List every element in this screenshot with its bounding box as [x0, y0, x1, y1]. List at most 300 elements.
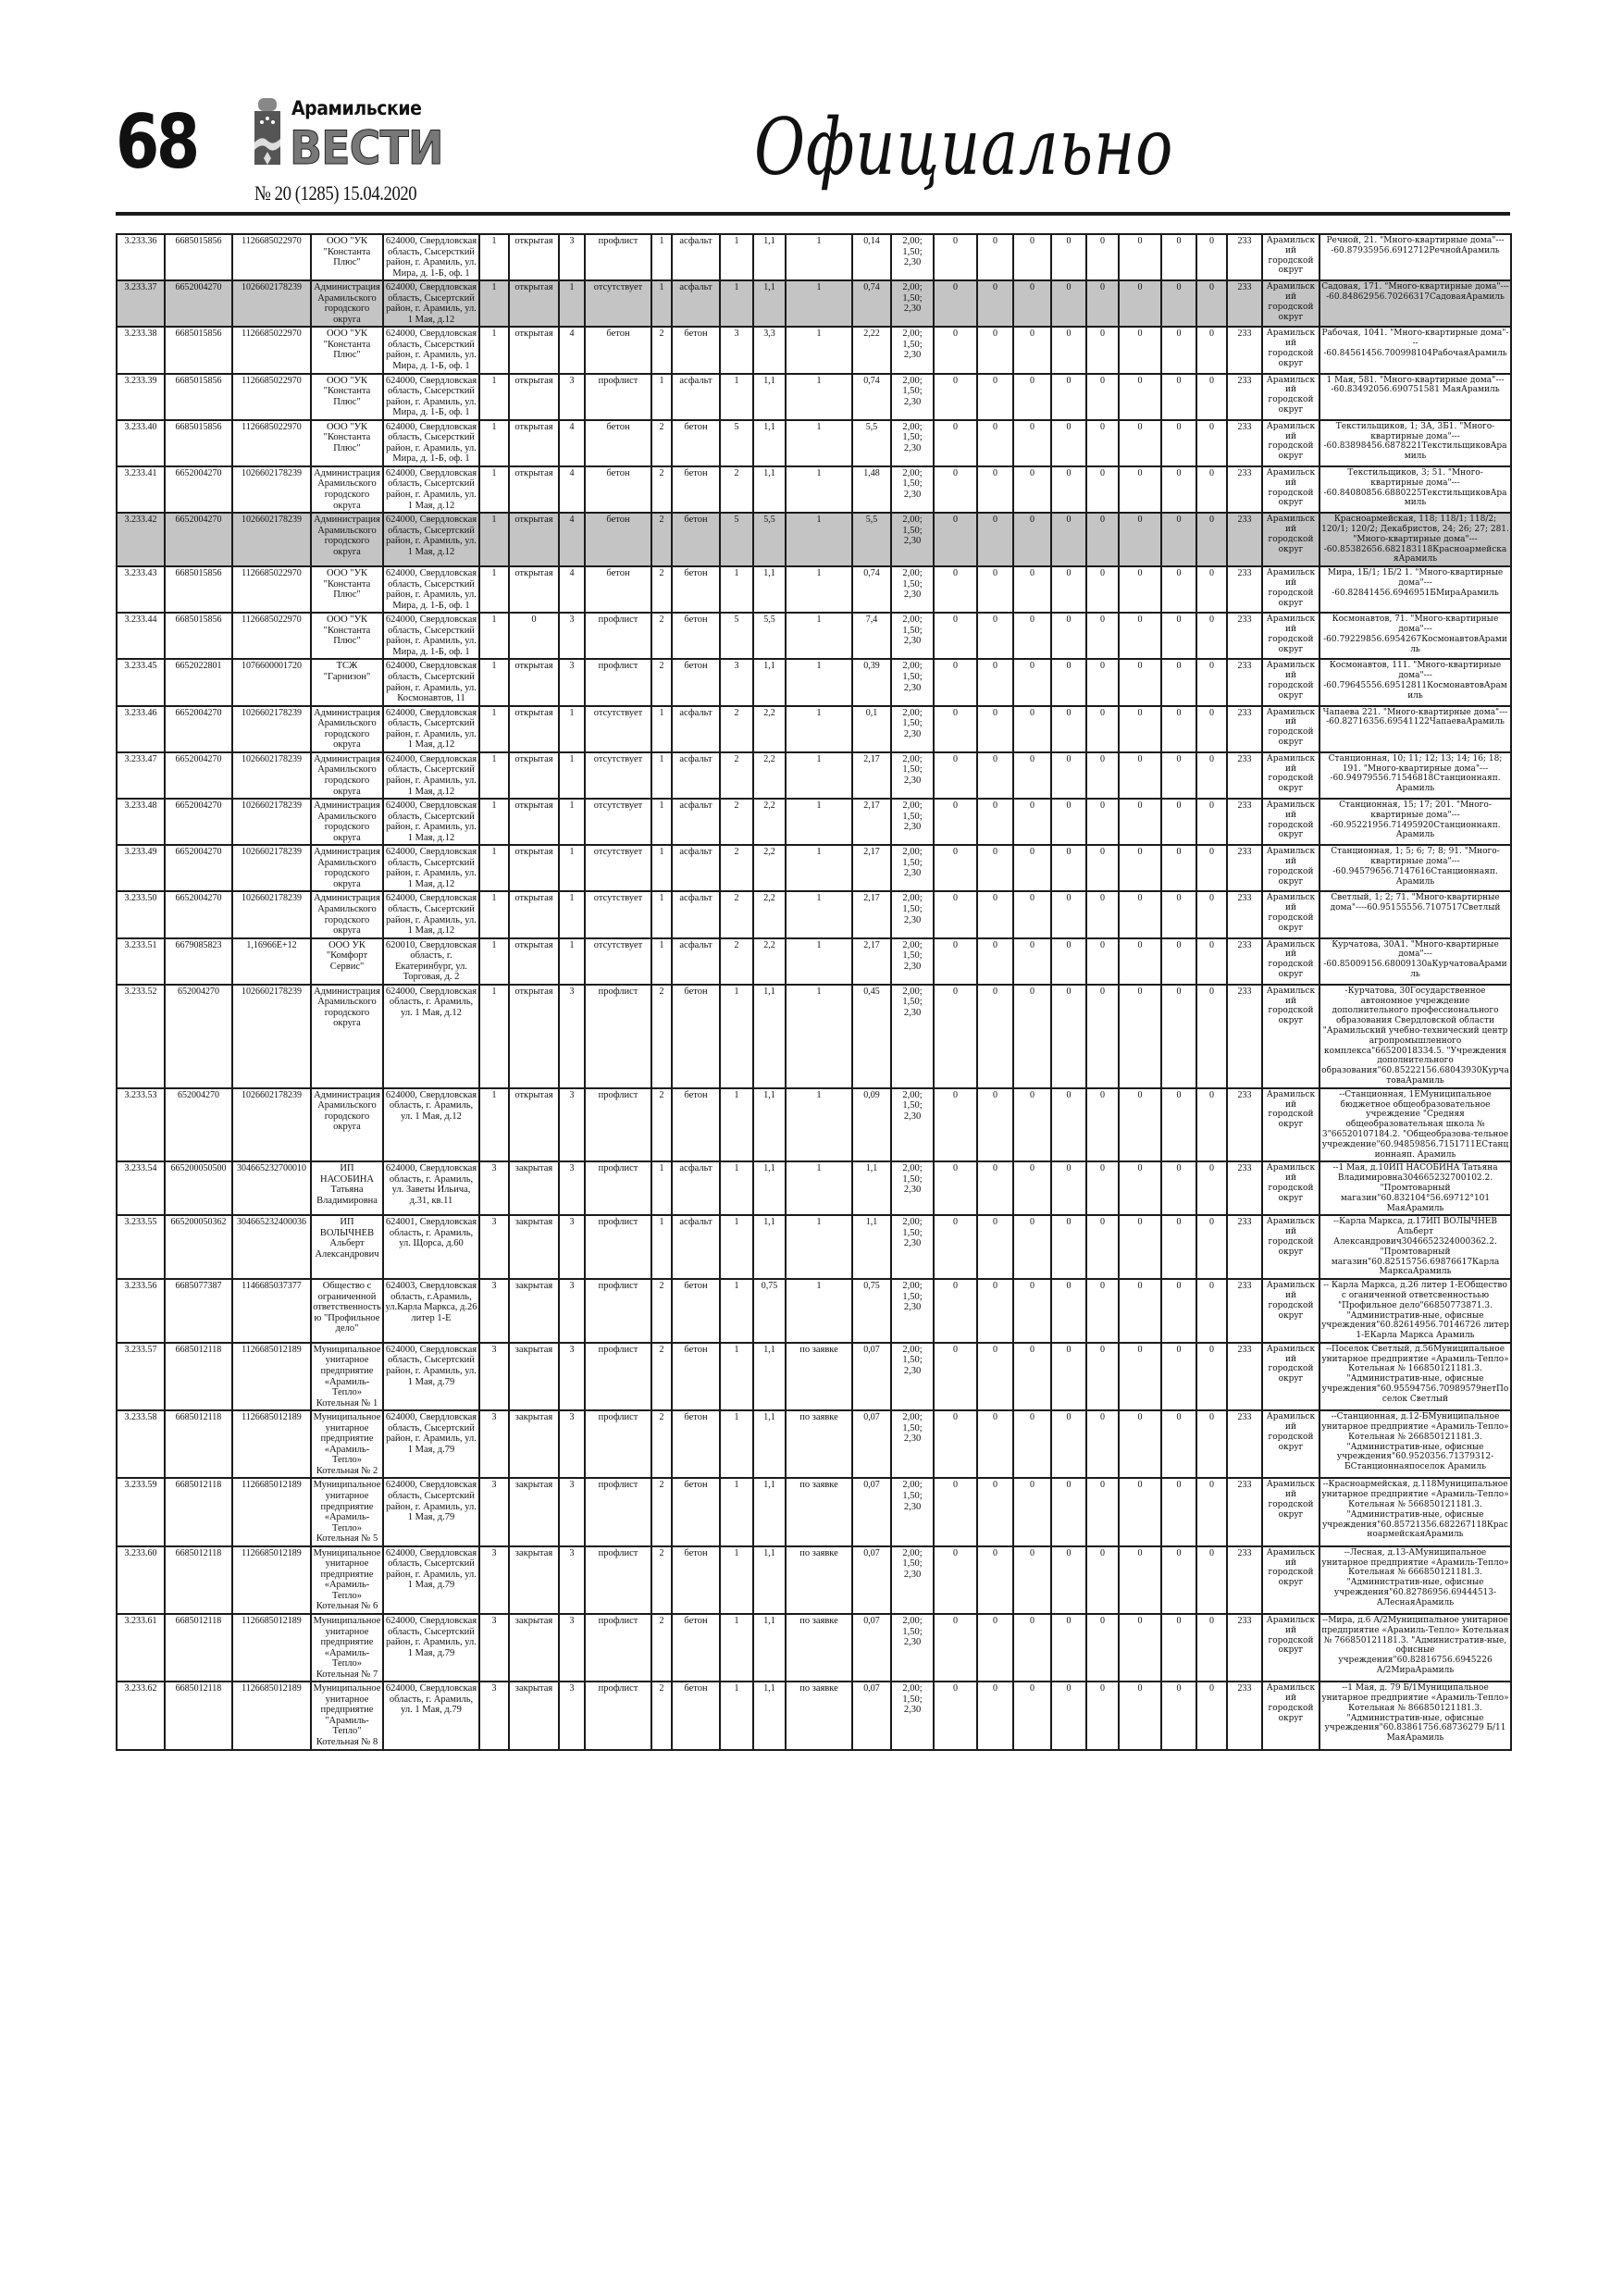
row-number-cell: 3.233.46: [117, 706, 165, 752]
surface-count-cell: 2: [651, 1546, 672, 1614]
owner-address-cell: 624000, Свердловская область, Сысертский район, г. Арамиль, ул. 1 Мая, д.12: [383, 845, 479, 891]
dimensions-cell: 2,00; 1,50; 2,30: [891, 752, 934, 799]
pickup-schedule-cell: 1: [786, 891, 852, 937]
owner-address-cell: 624000, Свердловская область, Сысертский район, г. Арамиль, ул. 1 Мая, д.79: [383, 1546, 479, 1614]
surface-material-cell: бетон: [672, 1410, 720, 1478]
code-cell: 233: [1227, 280, 1262, 327]
zero-value-cell: 0: [1119, 1279, 1161, 1343]
fence-count-cell: 3: [559, 1279, 585, 1343]
site-area-cell: 2,17: [852, 938, 891, 985]
zero-value-cell: 0: [934, 1478, 977, 1545]
inn-cell: 6685077387: [165, 1279, 232, 1343]
zero-value-cell: 0: [1119, 420, 1161, 466]
zero-value-cell: 0: [1051, 985, 1086, 1088]
zero-value-cell: 0: [1161, 659, 1196, 705]
owner-name-cell: Администрация Арамильского городского округа: [311, 845, 383, 891]
fence-material-cell: бетон: [585, 513, 651, 566]
location-description-cell: --1 Мая, д.10ИП НАСОБИНА Татьяна Владимировна304665232700102.2. "Промтоварный магазин"60.832104°56.69712°101 МаяАрамиль: [1319, 1161, 1511, 1215]
zero-value-cell: 0: [1196, 513, 1227, 566]
zero-value-cell: 0: [1119, 985, 1161, 1088]
code-cell: 233: [1227, 1215, 1262, 1279]
zero-value-cell: 0: [1196, 1215, 1227, 1279]
zero-value-cell: 0: [1161, 891, 1196, 937]
site-area-cell: 0,07: [852, 1614, 891, 1682]
code-cell: 233: [1227, 1410, 1262, 1478]
site-area-cell: 0,14: [852, 234, 891, 280]
municipality-cell: Арамильский городской округ: [1262, 234, 1319, 280]
owner-address-cell: 624000, Свердловская область, Сысертский район, г. Арамиль, ул. 1 Мая, д.79: [383, 1410, 479, 1478]
container-count-cell: 1: [720, 1088, 753, 1162]
zero-value-cell: 0: [934, 799, 977, 845]
surface-count-cell: 2: [651, 985, 672, 1088]
site-area-cell: 5,5: [852, 513, 891, 566]
site-area-cell: 7,4: [852, 613, 891, 659]
municipality-cell: Арамильский городской округ: [1262, 466, 1319, 513]
site-type-cell: открытая: [509, 659, 559, 705]
ogrn-cell: 1126685022970: [232, 327, 311, 373]
pickup-schedule-cell: 1: [786, 466, 852, 513]
zero-value-cell: 0: [1119, 1478, 1161, 1545]
ogrn-cell: 1126685022970: [232, 420, 311, 466]
zero-value-cell: 0: [1051, 1614, 1086, 1682]
zero-value-cell: 0: [1086, 1478, 1119, 1545]
fence-count-cell: 3: [559, 1546, 585, 1614]
dimensions-cell: 2,00; 1,50; 2,30: [891, 1088, 934, 1162]
container-volume-cell: 5,5: [753, 513, 786, 566]
surface-material-cell: бетон: [672, 1478, 720, 1545]
site-area-cell: 1,48: [852, 466, 891, 513]
fence-count-cell: 3: [559, 985, 585, 1088]
zero-value-cell: 0: [1119, 327, 1161, 373]
pickup-schedule-cell: 1: [786, 327, 852, 373]
zero-value-cell: 0: [934, 1088, 977, 1162]
zero-value-cell: 0: [977, 1478, 1013, 1545]
zero-value-cell: 0: [1086, 1161, 1119, 1215]
site-count-cell: 1: [479, 985, 509, 1088]
surface-count-cell: 1: [651, 799, 672, 845]
zero-value-cell: 0: [1086, 659, 1119, 705]
container-volume-cell: 0,75: [753, 1279, 786, 1343]
fence-count-cell: 4: [559, 513, 585, 566]
location-description-cell: Текстильщиков, 1; 3А, 3Б1. "Много-квартирные дома"----60.83898456.6878221ТекстильщиковАрамиль: [1319, 420, 1511, 466]
zero-value-cell: 0: [1013, 613, 1051, 659]
fence-material-cell: профлист: [585, 374, 651, 420]
surface-count-cell: 2: [651, 1343, 672, 1410]
row-number-cell: 3.233.37: [117, 280, 165, 327]
table-row: [117, 659, 1511, 705]
zero-value-cell: 0: [1086, 1215, 1119, 1279]
container-volume-cell: 1,1: [753, 1682, 786, 1749]
zero-value-cell: 0: [934, 613, 977, 659]
location-description-cell: -- Карла Маркса, д.26 литер 1-ЕОбщество с оганиченной ответсвенностьью "Профильное дело"66850773871.3. "Административ-ные, офисные учреждения"60.82614956.70146726 литер 1-ЕКарла Маркса Арамиль: [1319, 1279, 1511, 1343]
zero-value-cell: 0: [1161, 280, 1196, 327]
zero-value-cell: 0: [1051, 327, 1086, 373]
site-count-cell: 1: [479, 938, 509, 985]
owner-address-cell: 624000, Свердловская область, Сысерсткий район, г. Арамиль, ул. Мира, д. 1-Б, оф. 1: [383, 374, 479, 420]
surface-count-cell: 1: [651, 1215, 672, 1279]
zero-value-cell: 0: [1051, 1215, 1086, 1279]
municipality-cell: Арамильский городской округ: [1262, 327, 1319, 373]
site-count-cell: 1: [479, 659, 509, 705]
newspaper-name-main: ВЕСТИ: [290, 121, 443, 175]
zero-value-cell: 0: [977, 234, 1013, 280]
fence-material-cell: бетон: [585, 420, 651, 466]
fence-count-cell: 3: [559, 374, 585, 420]
pickup-schedule-cell: 1: [786, 513, 852, 566]
container-count-cell: 1: [720, 1279, 753, 1343]
container-count-cell: 1: [720, 1478, 753, 1545]
surface-count-cell: 1: [651, 938, 672, 985]
container-volume-cell: 1,1: [753, 566, 786, 613]
zero-value-cell: 0: [1161, 374, 1196, 420]
owner-address-cell: 624000, Свердловская область, Сысертский район, г. Арамиль, ул. Космонавтов, 11: [383, 659, 479, 705]
pickup-schedule-cell: 1: [786, 985, 852, 1088]
zero-value-cell: 0: [977, 513, 1013, 566]
fence-count-cell: 3: [559, 234, 585, 280]
zero-value-cell: 0: [1051, 799, 1086, 845]
table-row: [117, 566, 1511, 613]
zero-value-cell: 0: [1086, 1682, 1119, 1749]
surface-material-cell: бетон: [672, 466, 720, 513]
fence-count-cell: 3: [559, 1343, 585, 1410]
zero-value-cell: 0: [977, 374, 1013, 420]
zero-value-cell: 0: [977, 1215, 1013, 1279]
surface-count-cell: 2: [651, 613, 672, 659]
container-count-cell: 2: [720, 706, 753, 752]
owner-address-cell: 624000, Свердловская область, Сысерсткий район, г. Арамиль, ул. Мира, д. 1-Б, оф. 1: [383, 327, 479, 373]
surface-count-cell: 1: [651, 280, 672, 327]
fence-count-cell: 3: [559, 613, 585, 659]
owner-address-cell: 624000, Свердловская область, Сысертский район, г. Арамиль, ул. 1 Мая, д.12: [383, 513, 479, 566]
owner-name-cell: Общество с ограниченной ответственностью "Профильное дело": [311, 1279, 383, 1343]
location-description-cell: Мира, 1Б/1; 1Б/2 1. "Много-квартирные дома"----60.82841456.6946951БМираАрамиль: [1319, 566, 1511, 613]
dimensions-cell: 2,00; 1,50; 2,30: [891, 1546, 934, 1614]
surface-count-cell: 1: [651, 891, 672, 937]
zero-value-cell: 0: [1086, 1279, 1119, 1343]
zero-value-cell: 0: [1086, 1546, 1119, 1614]
zero-value-cell: 0: [1196, 1161, 1227, 1215]
zero-value-cell: 0: [1013, 799, 1051, 845]
fence-count-cell: 1: [559, 891, 585, 937]
site-area-cell: 0,1: [852, 706, 891, 752]
code-cell: 233: [1227, 327, 1262, 373]
inn-cell: 665200050362: [165, 1215, 232, 1279]
municipality-cell: Арамильский городской округ: [1262, 752, 1319, 799]
municipality-cell: Арамильский городской округ: [1262, 1088, 1319, 1162]
municipality-cell: Арамильский городской округ: [1262, 420, 1319, 466]
site-area-cell: 2,17: [852, 891, 891, 937]
municipality-cell: Арамильский городской округ: [1262, 845, 1319, 891]
pickup-schedule-cell: 1: [786, 659, 852, 705]
surface-count-cell: 1: [651, 374, 672, 420]
code-cell: 233: [1227, 1161, 1262, 1215]
location-description-cell: Речной, 21. "Много-квартирные дома"----60.87935956.6912712РечнойАрамиль: [1319, 234, 1511, 280]
surface-count-cell: 2: [651, 420, 672, 466]
table-row: [117, 420, 1511, 466]
ogrn-cell: 1026602178239: [232, 845, 311, 891]
zero-value-cell: 0: [977, 1410, 1013, 1478]
zero-value-cell: 0: [1161, 985, 1196, 1088]
row-number-cell: 3.233.44: [117, 613, 165, 659]
pickup-schedule-cell: 1: [786, 374, 852, 420]
zero-value-cell: 0: [1013, 1279, 1051, 1343]
fence-count-cell: 4: [559, 420, 585, 466]
site-count-cell: 1: [479, 420, 509, 466]
ogrn-cell: 1126685022970: [232, 566, 311, 613]
fence-count-cell: 1: [559, 799, 585, 845]
site-area-cell: 0,07: [852, 1682, 891, 1749]
zero-value-cell: 0: [934, 374, 977, 420]
ogrn-cell: 1026602178239: [232, 280, 311, 327]
fence-material-cell: профлист: [585, 1343, 651, 1410]
fence-material-cell: отсутствует: [585, 938, 651, 985]
zero-value-cell: 0: [1051, 659, 1086, 705]
table-row: [117, 1614, 1511, 1682]
zero-value-cell: 0: [1196, 891, 1227, 937]
zero-value-cell: 0: [1013, 280, 1051, 327]
fence-material-cell: профлист: [585, 1410, 651, 1478]
dimensions-cell: 2,00; 1,50; 2,30: [891, 1478, 934, 1545]
site-count-cell: 1: [479, 845, 509, 891]
owner-address-cell: 624001, Свердловская область, г. Арамиль, ул. Щорса, д.60: [383, 1215, 479, 1279]
site-type-cell: закрытая: [509, 1614, 559, 1682]
site-area-cell: 0,09: [852, 1088, 891, 1162]
surface-count-cell: 1: [651, 234, 672, 280]
zero-value-cell: 0: [1161, 1343, 1196, 1410]
zero-value-cell: 0: [1013, 1161, 1051, 1215]
zero-value-cell: 0: [1013, 374, 1051, 420]
row-number-cell: 3.233.47: [117, 752, 165, 799]
fence-material-cell: отсутствует: [585, 845, 651, 891]
issue-info: № 20 (1285) 15.04.2020: [254, 181, 417, 205]
zero-value-cell: 0: [1086, 513, 1119, 566]
zero-value-cell: 0: [1119, 752, 1161, 799]
location-description-cell: Светлый, 1; 2; 71. "Много-квартирные дома"----60.95155556.7107517Светлый: [1319, 891, 1511, 937]
site-type-cell: открытая: [509, 985, 559, 1088]
municipality-cell: Арамильский городской округ: [1262, 1279, 1319, 1343]
zero-value-cell: 0: [934, 280, 977, 327]
zero-value-cell: 0: [977, 752, 1013, 799]
registry-table: [116, 233, 1512, 1751]
owner-address-cell: 624000, Свердловская область, Сысертский район, г. Арамиль, ул. 1 Мая, д.12: [383, 799, 479, 845]
zero-value-cell: 0: [934, 466, 977, 513]
owner-address-cell: 624000, Свердловская область, г. Арамиль, ул. 1 Мая, д.12: [383, 985, 479, 1088]
dimensions-cell: 2,00; 1,50; 2,30: [891, 1410, 934, 1478]
owner-name-cell: Муниципальное унитарное предприятие «Арамиль-Тепло» Котельная № 2: [311, 1410, 383, 1478]
code-cell: 233: [1227, 891, 1262, 937]
site-type-cell: закрытая: [509, 1343, 559, 1410]
container-volume-cell: 1,1: [753, 1343, 786, 1410]
fence-count-cell: 3: [559, 1088, 585, 1162]
row-number-cell: 3.233.58: [117, 1410, 165, 1478]
site-type-cell: открытая: [509, 1088, 559, 1162]
zero-value-cell: 0: [977, 891, 1013, 937]
site-count-cell: 1: [479, 280, 509, 327]
dimensions-cell: 2,00; 1,50; 2,30: [891, 706, 934, 752]
container-volume-cell: 1,1: [753, 466, 786, 513]
zero-value-cell: 0: [1119, 513, 1161, 566]
container-count-cell: 2: [720, 938, 753, 985]
ogrn-cell: 1126685012189: [232, 1343, 311, 1410]
fence-material-cell: профлист: [585, 1682, 651, 1749]
zero-value-cell: 0: [934, 234, 977, 280]
code-cell: 233: [1227, 374, 1262, 420]
owner-name-cell: Администрация Арамильского городского округа: [311, 280, 383, 327]
row-number-cell: 3.233.56: [117, 1279, 165, 1343]
zero-value-cell: 0: [1086, 752, 1119, 799]
container-volume-cell: 3,3: [753, 327, 786, 373]
container-count-cell: 2: [720, 466, 753, 513]
container-volume-cell: 2,2: [753, 845, 786, 891]
zero-value-cell: 0: [1196, 985, 1227, 1088]
fence-material-cell: профлист: [585, 613, 651, 659]
location-description-cell: Станционная, 10; 11; 12; 13; 14; 16; 18; 191. "Много-квартирные дома"----60.94979556.71546818Станционнаяп. Арамиль: [1319, 752, 1511, 799]
zero-value-cell: 0: [1161, 1410, 1196, 1478]
ogrn-cell: 1146685037377: [232, 1279, 311, 1343]
zero-value-cell: 0: [1196, 1682, 1227, 1749]
pickup-schedule-cell: 1: [786, 234, 852, 280]
zero-value-cell: 0: [1051, 613, 1086, 659]
container-volume-cell: 1,1: [753, 1088, 786, 1162]
zero-value-cell: 0: [1119, 845, 1161, 891]
zero-value-cell: 0: [1013, 466, 1051, 513]
zero-value-cell: 0: [1119, 234, 1161, 280]
location-description-cell: 1 Мая, 581. "Много-квартирные дома"----60.83492056.690751581 МаяАрамиль: [1319, 374, 1511, 420]
owner-name-cell: ИП ВОЛЫЧНЕВ Альберт Александрович: [311, 1215, 383, 1279]
surface-material-cell: бетон: [672, 566, 720, 613]
location-description-cell: --Станционная, 1ЕМуниципальное бюджетное общеобразовательное учреждение "Средняя общеобразовательная школа № 3"66520107184.2. "Общеобразова-тельное учреждение"60.94859856.7151711ЕСтанционнаяп. Арамиль: [1319, 1088, 1511, 1162]
site-type-cell: открытая: [509, 234, 559, 280]
zero-value-cell: 0: [1161, 566, 1196, 613]
container-count-cell: 1: [720, 234, 753, 280]
location-description-cell: Чапаева 221. "Много-квартирные дома"----60.82716356.69541122ЧапаеваАрамиль: [1319, 706, 1511, 752]
ogrn-cell: 1026602178239: [232, 891, 311, 937]
fence-material-cell: бетон: [585, 466, 651, 513]
surface-material-cell: бетон: [672, 985, 720, 1088]
zero-value-cell: 0: [1013, 1546, 1051, 1614]
owner-name-cell: Администрация Арамильского городского округа: [311, 513, 383, 566]
inn-cell: 6652004270: [165, 752, 232, 799]
dimensions-cell: 2,00; 1,50; 2,30: [891, 1682, 934, 1749]
row-number-cell: 3.233.51: [117, 938, 165, 985]
table-row: [117, 845, 1511, 891]
row-number-cell: 3.233.60: [117, 1546, 165, 1614]
ogrn-cell: 1126685022970: [232, 613, 311, 659]
zero-value-cell: 0: [934, 1682, 977, 1749]
zero-value-cell: 0: [1013, 1088, 1051, 1162]
site-area-cell: 0,74: [852, 280, 891, 327]
surface-material-cell: асфальт: [672, 234, 720, 280]
municipality-cell: Арамильский городской округ: [1262, 1546, 1319, 1614]
zero-value-cell: 0: [1196, 659, 1227, 705]
fence-count-cell: 3: [559, 1478, 585, 1545]
city-emblem-icon: [253, 98, 282, 165]
fence-count-cell: 1: [559, 706, 585, 752]
ogrn-cell: 1126685012189: [232, 1682, 311, 1749]
row-number-cell: 3.233.50: [117, 891, 165, 937]
code-cell: 233: [1227, 613, 1262, 659]
zero-value-cell: 0: [934, 1161, 977, 1215]
zero-value-cell: 0: [1119, 1343, 1161, 1410]
row-number-cell: 3.233.54: [117, 1161, 165, 1215]
surface-material-cell: бетон: [672, 1343, 720, 1410]
zero-value-cell: 0: [977, 938, 1013, 985]
zero-value-cell: 0: [977, 799, 1013, 845]
zero-value-cell: 0: [1013, 891, 1051, 937]
container-count-cell: 3: [720, 659, 753, 705]
row-number-cell: 3.233.59: [117, 1478, 165, 1545]
owner-address-cell: 624000, Свердловская область, Сысерсткий район, г. Арамиль, ул. Мира, д. 1-Б, оф. 1: [383, 566, 479, 613]
inn-cell: 6685015856: [165, 327, 232, 373]
zero-value-cell: 0: [1086, 327, 1119, 373]
zero-value-cell: 0: [934, 1215, 977, 1279]
row-number-cell: 3.233.45: [117, 659, 165, 705]
container-count-cell: 1: [720, 1343, 753, 1410]
owner-address-cell: 624000, Свердловская область, г. Арамиль, ул. 1 Мая, д.12: [383, 1088, 479, 1162]
zero-value-cell: 0: [1013, 659, 1051, 705]
site-area-cell: 0,45: [852, 985, 891, 1088]
fence-count-cell: 1: [559, 845, 585, 891]
ogrn-cell: 1026602178239: [232, 1088, 311, 1162]
zero-value-cell: 0: [977, 706, 1013, 752]
table-row: [117, 327, 1511, 373]
site-type-cell: открытая: [509, 566, 559, 613]
surface-count-cell: 2: [651, 1410, 672, 1478]
pickup-schedule-cell: по заявке: [786, 1343, 852, 1410]
zero-value-cell: 0: [1051, 566, 1086, 613]
zero-value-cell: 0: [977, 1088, 1013, 1162]
pickup-schedule-cell: по заявке: [786, 1478, 852, 1545]
location-description-cell: Космонавтов, 71. "Много-квартирные дома"----60.79229856.6954267КосмонавтовАрамиль: [1319, 613, 1511, 659]
code-cell: 233: [1227, 985, 1262, 1088]
container-count-cell: 1: [720, 280, 753, 327]
inn-cell: 6679085823: [165, 938, 232, 985]
zero-value-cell: 0: [934, 513, 977, 566]
ogrn-cell: 304665232700010: [232, 1161, 311, 1215]
site-area-cell: 0,07: [852, 1343, 891, 1410]
dimensions-cell: 2,00; 1,50; 2,30: [891, 1614, 934, 1682]
fence-material-cell: профлист: [585, 1614, 651, 1682]
container-count-cell: 2: [720, 752, 753, 799]
zero-value-cell: 0: [1119, 280, 1161, 327]
table-row: [117, 1343, 1511, 1410]
site-type-cell: открытая: [509, 845, 559, 891]
dimensions-cell: 2,00; 1,50; 2,30: [891, 1215, 934, 1279]
zero-value-cell: 0: [977, 280, 1013, 327]
surface-count-cell: 2: [651, 466, 672, 513]
zero-value-cell: 0: [934, 985, 977, 1088]
zero-value-cell: 0: [1051, 280, 1086, 327]
table-row: [117, 1161, 1511, 1215]
zero-value-cell: 0: [977, 420, 1013, 466]
zero-value-cell: 0: [1161, 513, 1196, 566]
container-volume-cell: 2,2: [753, 938, 786, 985]
container-count-cell: 3: [720, 327, 753, 373]
owner-name-cell: Администрация Арамильского городского округа: [311, 706, 383, 752]
inn-cell: 6652004270: [165, 891, 232, 937]
surface-material-cell: бетон: [672, 327, 720, 373]
zero-value-cell: 0: [1013, 845, 1051, 891]
site-count-cell: 1: [479, 513, 509, 566]
location-description-cell: --Станционная, д.12-БМуниципальное унитарное предприятие «Арамиль-Тепло» Котельная № 266850121181.3. "Административ-ные, офисные учреждения"60.9520356.71379312-БСтанционнаяпоселок Арамиль: [1319, 1410, 1511, 1478]
municipality-cell: Арамильский городской округ: [1262, 1215, 1319, 1279]
owner-name-cell: Муниципальное унитарное предприятие «Арамиль-Тепло» Котельная № 6: [311, 1546, 383, 1614]
zero-value-cell: 0: [1196, 752, 1227, 799]
fence-material-cell: профлист: [585, 1088, 651, 1162]
code-cell: 233: [1227, 234, 1262, 280]
owner-address-cell: 624000, Свердловская область, Сысертский район, г. Арамиль, ул. 1 Мая, д.12: [383, 706, 479, 752]
table-row: [117, 280, 1511, 327]
